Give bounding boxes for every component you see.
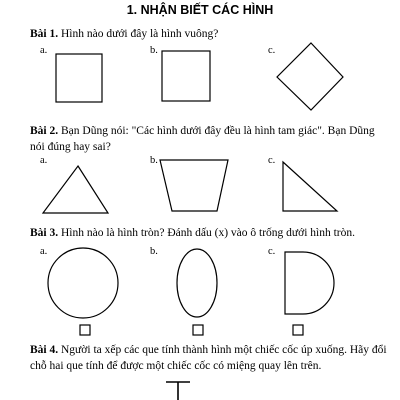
exercise-1-label: Bài 1. [30,28,59,40]
shape-trapezoid-b [160,160,228,211]
exercise-1-option-a-label: a. [40,45,48,56]
page-title: 1. NHẬN BIẾT CÁC HÌNH [126,3,274,17]
exercise-4-text: Người ta xếp các que tính thành hình một chiếc cốc úp xuống. Hãy đổi chỗ hai que tính để được một chiếc cốc có miệng quay lên trên. [30,344,387,372]
checkbox-b[interactable] [193,325,203,335]
exercise-3-label: Bài 3. [30,227,59,239]
shape-right-triangle-c [283,162,337,211]
exercise-2-text: Bạn Dũng nói: "Các hình dưới đây đều là hình tam giác". Bạn Dũng nói đúng hay sai? [30,125,375,153]
exercise-1-option-c-label: c. [268,45,276,56]
exercise-2-label: Bài 2. [30,125,59,137]
shape-diamond-c [277,43,343,110]
exercise-2-option-b-label: b. [150,155,158,166]
exercise-2-option-a-label: a. [40,155,48,166]
checkbox-c[interactable] [293,325,303,335]
exercise-3-option-a-label: a. [40,246,48,257]
shape-ellipse-b [177,249,217,317]
exercise-2-option-c-label: c. [268,155,276,166]
exercise-1-option-b-label: b. [150,45,158,56]
exercise-3-text: Hình nào là hình tròn? Đánh dấu (x) vào ô trống dưới hình tròn. [61,227,356,239]
shape-triangle-a [43,166,108,213]
exercise-3-option-b-label: b. [150,246,158,257]
exercise-4-label: Bài 4. [30,344,59,356]
shape-square-b [162,51,210,101]
shape-circle-a [48,248,118,318]
checkbox-a[interactable] [80,325,90,335]
exercise-3-option-c-label: c. [268,246,276,257]
exercise-1-text: Hình nào dưới đây là hình vuông? [61,28,219,40]
shape-square-a [56,54,102,102]
shape-semicircle-c [285,252,334,314]
